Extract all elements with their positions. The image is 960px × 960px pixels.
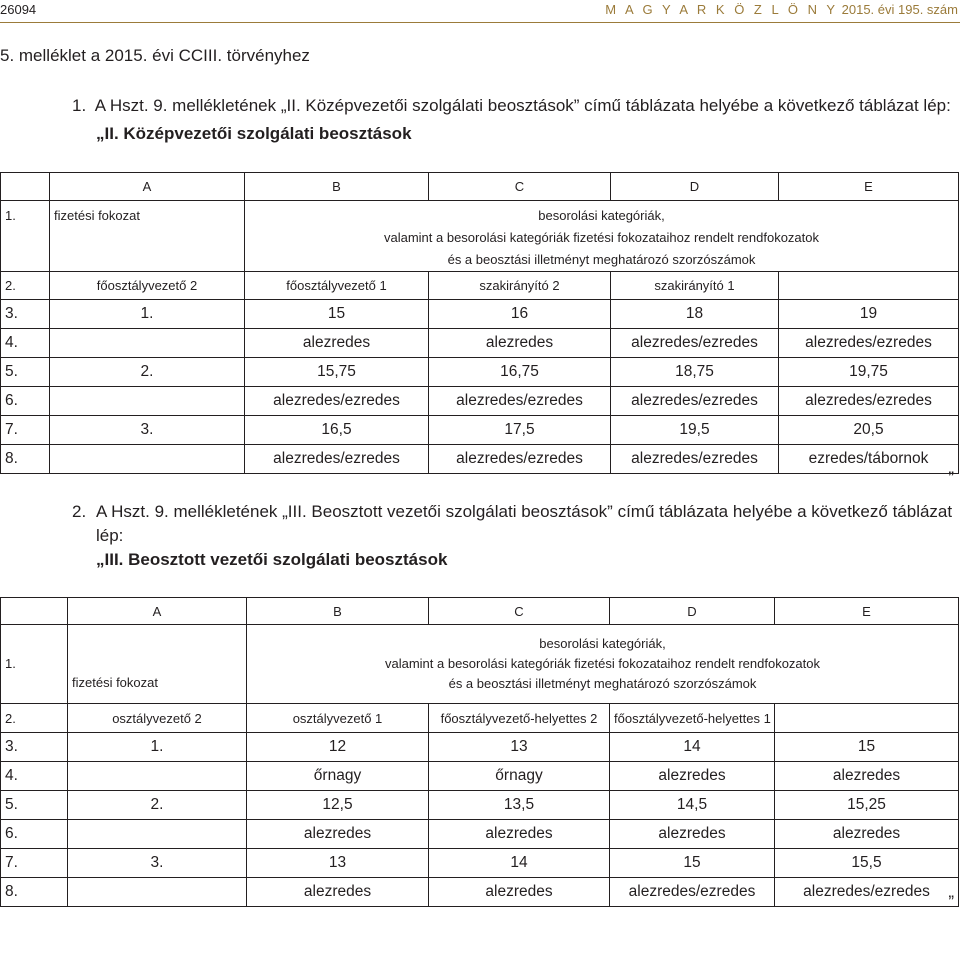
closing-quote: ” bbox=[948, 468, 954, 487]
column-letter: A bbox=[68, 598, 247, 625]
column-letter: B bbox=[245, 173, 429, 201]
category-cell: szakirányító 2 bbox=[429, 272, 611, 300]
table-cell: alezredes bbox=[245, 329, 429, 358]
table-cell: 14 bbox=[429, 849, 610, 878]
table-cell: 14 bbox=[610, 733, 775, 762]
category-cell: főosztályvezető-helyettes 1 bbox=[610, 704, 775, 733]
table-cell: alezredes/ezredes bbox=[779, 329, 959, 358]
row-number: 4. bbox=[1, 329, 50, 358]
header-line: besorolási kategóriák, bbox=[538, 208, 665, 223]
table-cell: alezredes bbox=[775, 820, 959, 849]
table-cell: 13 bbox=[247, 849, 429, 878]
page-header bbox=[0, 2, 960, 16]
point-1-number: 1. bbox=[72, 96, 87, 115]
table-cell: 15,5 bbox=[775, 849, 959, 878]
column-letter: D bbox=[611, 173, 779, 201]
table-cell: 13,5 bbox=[429, 791, 610, 820]
table-cell: 2. bbox=[50, 358, 245, 387]
table-cell: 3. bbox=[68, 849, 247, 878]
table-cell: 15 bbox=[245, 300, 429, 329]
column-letter: E bbox=[775, 598, 959, 625]
row-number: 1. bbox=[1, 625, 68, 704]
table-row bbox=[1, 445, 959, 474]
row-number: 8. bbox=[1, 445, 50, 474]
row-number: 2. bbox=[1, 272, 50, 300]
table-row bbox=[1, 416, 959, 445]
column-letter: E bbox=[779, 173, 959, 201]
column-letter: C bbox=[429, 173, 611, 201]
column-letter: B bbox=[247, 598, 429, 625]
point-2-number: 2. bbox=[72, 502, 87, 521]
table-cell bbox=[68, 878, 247, 907]
header-line: és a beosztási illetményt meghatározó szorzószámok bbox=[447, 252, 756, 267]
table-category-row bbox=[1, 704, 959, 733]
table-cell: 18,75 bbox=[611, 358, 779, 387]
table-cell: 19,75 bbox=[779, 358, 959, 387]
table-column-letters bbox=[1, 173, 959, 201]
publication-info bbox=[605, 2, 958, 17]
page-number: 26094 bbox=[0, 2, 37, 17]
table-cell: alezredes bbox=[429, 820, 610, 849]
table-cell bbox=[68, 762, 247, 791]
row-number: 7. bbox=[1, 416, 50, 445]
table-cell: 14,5 bbox=[610, 791, 775, 820]
table-cell: alezredes bbox=[429, 329, 611, 358]
table-row bbox=[1, 849, 959, 878]
table-cell: alezredes bbox=[610, 820, 775, 849]
table-cell: alezredes/ezredes bbox=[779, 387, 959, 416]
table-cell: alezredes bbox=[247, 878, 429, 907]
table-kozepvezetoi bbox=[0, 172, 959, 474]
issue-number: 2015. évi 195. szám bbox=[841, 2, 958, 17]
table-cell: alezredes/ezredes bbox=[611, 387, 779, 416]
column-letter: A bbox=[50, 173, 245, 201]
table-cell: 19,5 bbox=[611, 416, 779, 445]
header-line: besorolási kategóriák, bbox=[539, 636, 666, 651]
row-number: 3. bbox=[1, 733, 68, 762]
category-cell-empty bbox=[779, 272, 959, 300]
table-cell: 16,5 bbox=[245, 416, 429, 445]
table-cell: alezredes bbox=[775, 762, 959, 791]
table-beosztott-vezetoi bbox=[0, 597, 959, 907]
table-cell: 17,5 bbox=[429, 416, 611, 445]
table-column-letters bbox=[1, 598, 959, 625]
table-cell: 1. bbox=[50, 300, 245, 329]
category-cell: szakirányító 1 bbox=[611, 272, 779, 300]
table-row bbox=[1, 733, 959, 762]
column-letter: D bbox=[610, 598, 775, 625]
table-cell: alezredes bbox=[610, 762, 775, 791]
row-number: 4. bbox=[1, 762, 68, 791]
point-1 bbox=[72, 96, 951, 116]
table-cell: alezredes bbox=[429, 878, 610, 907]
point-2-text: A Hszt. 9. mellékletének „III. Beosztott vezetői szolgálati beosztások” című táblázata helyébe a következő táblázat bbox=[96, 502, 953, 521]
table-cell: alezredes/ezredes bbox=[245, 445, 429, 474]
point-2 bbox=[72, 500, 960, 548]
table-cell: őrnagy bbox=[247, 762, 429, 791]
section-heading-2: „III. Beosztott vezetői szolgálati beosztások bbox=[96, 550, 448, 569]
table-cell: alezredes/ezredes bbox=[245, 387, 429, 416]
row-number: 7. bbox=[1, 849, 68, 878]
table-row bbox=[1, 878, 959, 907]
table-header-row bbox=[1, 201, 959, 272]
category-cell: főosztályvezető 2 bbox=[50, 272, 245, 300]
row-number: 2. bbox=[1, 704, 68, 733]
table-cell bbox=[50, 387, 245, 416]
category-cell: osztályvezető 1 bbox=[247, 704, 429, 733]
header-fizetesi-fokozat: fizetési fokozat bbox=[68, 625, 247, 704]
table-cell: 15 bbox=[610, 849, 775, 878]
row-number: 8. bbox=[1, 878, 68, 907]
table-cell: őrnagy bbox=[429, 762, 610, 791]
table-cell: 12 bbox=[247, 733, 429, 762]
header-besorolasi-kategoriak bbox=[245, 201, 959, 272]
category-cell-empty bbox=[775, 704, 959, 733]
table-cell: 13 bbox=[429, 733, 610, 762]
table-cell bbox=[68, 820, 247, 849]
row-number: 5. bbox=[1, 358, 50, 387]
table-cell: 1. bbox=[68, 733, 247, 762]
table-cell bbox=[50, 329, 245, 358]
table-cell: 3. bbox=[50, 416, 245, 445]
closing-quote: ” bbox=[948, 892, 954, 911]
table-cell: alezredes/ezredes bbox=[611, 329, 779, 358]
point-1-text: A Hszt. 9. mellékletének „II. Középvezetői szolgálati beosztások” című táblázata helyébe a következő táblázat lép: bbox=[94, 96, 951, 115]
table-cell: alezredes/ezredes bbox=[610, 878, 775, 907]
row-number: 5. bbox=[1, 791, 68, 820]
header-line: valamint a besorolási kategóriák fizetési fokozataihoz rendelt rendfokozatok bbox=[383, 230, 820, 245]
table-cell: 15 bbox=[775, 733, 959, 762]
table-cell: ezredes/tábornok bbox=[779, 445, 959, 474]
row-number: 3. bbox=[1, 300, 50, 329]
header-rule bbox=[0, 22, 960, 23]
table-cell: 15,25 bbox=[775, 791, 959, 820]
table-cell: 18 bbox=[611, 300, 779, 329]
table-row bbox=[1, 329, 959, 358]
header-line: és a beosztási illetményt meghatározó szorzószámok bbox=[448, 676, 757, 691]
row-number: 1. bbox=[1, 201, 50, 272]
table-cell: alezredes/ezredes bbox=[429, 387, 611, 416]
table-cell: alezredes/ezredes bbox=[775, 878, 959, 907]
table-corner-cell bbox=[1, 173, 50, 201]
table-cell: 2. bbox=[68, 791, 247, 820]
header-fizetesi-fokozat: fizetési fokozat bbox=[50, 201, 245, 272]
table-cell: 19 bbox=[779, 300, 959, 329]
table-row bbox=[1, 387, 959, 416]
table-cell bbox=[50, 445, 245, 474]
column-letter: C bbox=[429, 598, 610, 625]
table-row bbox=[1, 820, 959, 849]
table-cell: 15,75 bbox=[245, 358, 429, 387]
table-cell: 12,5 bbox=[247, 791, 429, 820]
table-corner-cell bbox=[1, 598, 68, 625]
table-header-row bbox=[1, 625, 959, 704]
row-number: 6. bbox=[1, 387, 50, 416]
publication-name: M A G Y A R K Ö Z L Ö N Y bbox=[605, 2, 839, 17]
table-cell: 20,5 bbox=[779, 416, 959, 445]
category-cell: osztályvezető 2 bbox=[68, 704, 247, 733]
table-category-row bbox=[1, 272, 959, 300]
table-cell: alezredes/ezredes bbox=[429, 445, 611, 474]
section-heading-1: „II. Középvezetői szolgálati beosztások bbox=[96, 124, 412, 143]
table-cell: alezredes/ezredes bbox=[611, 445, 779, 474]
header-besorolasi-kategoriak bbox=[247, 625, 959, 704]
category-cell: főosztályvezető-helyettes 2 bbox=[429, 704, 610, 733]
table-cell: 16,75 bbox=[429, 358, 611, 387]
table-cell: alezredes bbox=[247, 820, 429, 849]
table-row bbox=[1, 791, 959, 820]
table-cell: 16 bbox=[429, 300, 611, 329]
annex-title: 5. melléklet a 2015. évi CCIII. törvényhez bbox=[0, 46, 310, 65]
table-row bbox=[1, 762, 959, 791]
table-row bbox=[1, 358, 959, 387]
point-2-text-end: lép: bbox=[96, 526, 124, 545]
header-line: valamint a besorolási kategóriák fizetési fokozataihoz rendelt rendfokozatok bbox=[384, 656, 821, 671]
row-number: 6. bbox=[1, 820, 68, 849]
table-row bbox=[1, 300, 959, 329]
category-cell: főosztályvezető 1 bbox=[245, 272, 429, 300]
